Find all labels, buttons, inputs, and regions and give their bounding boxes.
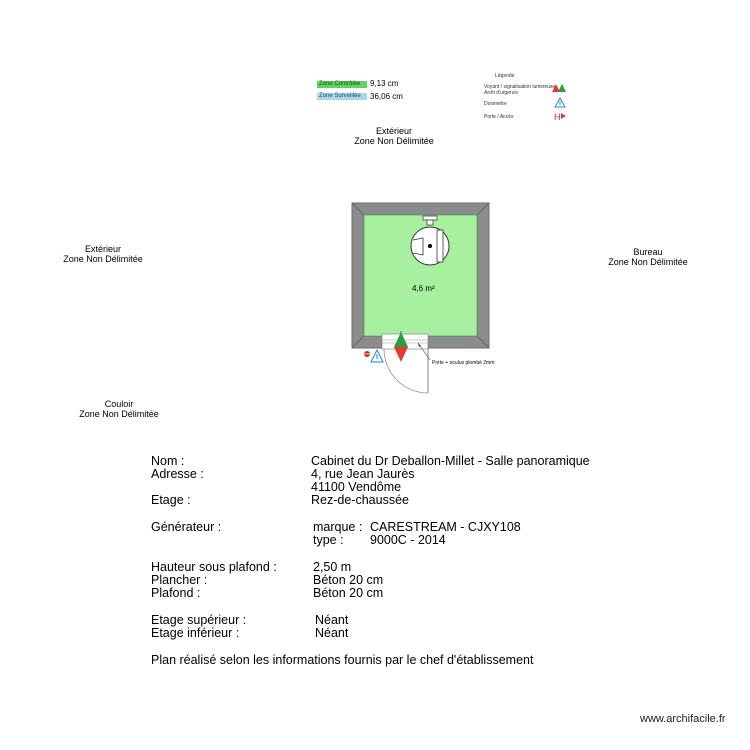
- door-note: Porte + oculus plombé 2mm: [432, 360, 495, 366]
- key-dosimeter-icon: [555, 98, 565, 107]
- zone-right: [598, 247, 698, 267]
- zone-left-name: Extérieur: [84, 244, 121, 254]
- info-nom-label: Nom :: [151, 454, 185, 468]
- svg-text:H: H: [554, 112, 561, 122]
- info-plafond-value: Béton 20 cm: [313, 586, 384, 600]
- info-adresse-line1: 4, rue Jean Jaurès: [311, 467, 415, 481]
- key-title: Légende: [495, 73, 515, 79]
- info-plancher-value: Béton 20 cm: [313, 573, 384, 587]
- legend-zone-controlled-value: 9,13 cm: [370, 79, 399, 88]
- key-line-3: Dosimètre: [484, 101, 507, 107]
- zone-bottom-left: [69, 399, 169, 419]
- key-line-4: Porte / Accès: [484, 114, 514, 120]
- info-etage-label: Etage :: [151, 493, 191, 507]
- info-etage-inf-value: Néant: [315, 626, 349, 640]
- legend-zone-supervised-value: 36,06 cm: [370, 92, 403, 101]
- info-etage-sup-label: Etage supérieur :: [151, 613, 247, 627]
- room-area-label: 4,6 m²: [412, 284, 435, 293]
- key-door-icon: [554, 112, 566, 122]
- zone-top: [344, 126, 444, 146]
- zone-left-status: Zone Non Délimitée: [63, 254, 143, 264]
- legend-zone-controlled: Zone Contrôlée: [317, 81, 367, 88]
- key-warning-light-icon: [552, 84, 566, 92]
- info-nom-value: Cabinet du Dr Deballon-Millet - Salle panoramique: [311, 454, 590, 468]
- zone-bottom-left-status: Zone Non Délimitée: [79, 409, 159, 419]
- door-access-icon: [364, 351, 370, 357]
- info-hauteur-label: Hauteur sous plafond :: [151, 560, 277, 574]
- zone-right-name: Bureau: [633, 247, 663, 257]
- key-line-2: Arrêt d'urgence: [484, 90, 519, 96]
- info-type-label: type :: [313, 533, 344, 547]
- info-footer-note: Plan réalisé selon les informations fournis par le chef d'établissement: [151, 653, 534, 667]
- zone-right-status: Zone Non Délimitée: [608, 257, 688, 267]
- info-etage-sup-value: Néant: [315, 613, 349, 627]
- info-marque-label: marque :: [313, 520, 363, 534]
- legend-zone-supervised: Zone Surveillée: [317, 93, 367, 100]
- info-type-value: 9000C - 2014: [370, 533, 446, 547]
- info-hauteur-value: 2,50 m: [313, 560, 352, 574]
- info-generateur-label: Générateur :: [151, 520, 222, 534]
- zone-top-status: Zone Non Délimitée: [354, 136, 434, 146]
- info-plancher-label: Plancher :: [151, 573, 208, 587]
- door-swing: [384, 349, 428, 393]
- key-line-1: Voyant / signalisation lumineuse: [484, 84, 556, 90]
- info-adresse-line2: 41100 Vendôme: [311, 480, 402, 494]
- zone-bottom-left-name: Couloir: [104, 399, 134, 409]
- info-marque-value: CARESTREAM - CJXY108: [370, 520, 521, 534]
- zone-left: [53, 244, 153, 264]
- info-adresse-label: Adresse :: [151, 467, 204, 481]
- info-etage-value: Rez-de-chaussée: [311, 493, 409, 507]
- dosimeter-icon: [371, 350, 383, 362]
- info-etage-inf-label: Etage inférieur :: [151, 626, 240, 640]
- watermark: www.archifacile.fr: [640, 713, 726, 725]
- zone-top-name: Extérieur: [375, 126, 412, 136]
- info-plafond-label: Plafond :: [151, 586, 201, 600]
